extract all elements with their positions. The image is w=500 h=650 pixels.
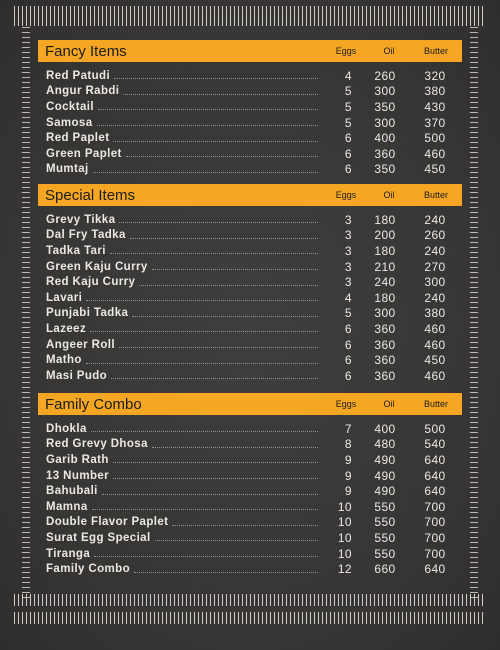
section-header [38, 393, 462, 415]
butter-price: 700 [424, 499, 446, 514]
column-header-butter: Butter [423, 399, 448, 409]
menu-item-row [38, 421, 462, 437]
menu-item-name-cell [38, 354, 324, 366]
menu-item-name: Green Kaju Curry [46, 260, 148, 273]
butter-price: 500 [424, 131, 446, 146]
menu-item-name-cell [38, 85, 324, 97]
menu-item-row [38, 561, 462, 577]
oil-price: 360 [374, 353, 396, 368]
dotted-leader [94, 556, 318, 557]
eggs-price: 3 [344, 259, 352, 274]
menu-item-name: Masi Pudo [46, 369, 108, 382]
dotted-leader [90, 331, 318, 332]
column-header-oil: Oil [383, 46, 395, 56]
oil-price: 360 [374, 321, 396, 336]
menu-item-name-cell [38, 532, 324, 544]
oil-price: 180 [374, 243, 396, 258]
oil-price: 550 [374, 499, 396, 514]
dotted-leader [86, 363, 318, 364]
section-fancy-items [38, 40, 462, 177]
section-family-combo [38, 393, 462, 577]
dotted-leader [126, 156, 318, 157]
menu-item-name: Matho [46, 354, 82, 367]
butter-price: 300 [424, 275, 446, 290]
menu-item-name: Surat Egg Special [46, 531, 151, 544]
eggs-price: 10 [337, 515, 352, 530]
butter-price: 460 [424, 146, 446, 161]
menu-item-name: Angur Rabdi [46, 85, 120, 98]
menu-item-name-cell [38, 70, 324, 82]
menu-item-row [38, 68, 462, 84]
oil-price: 550 [374, 546, 396, 561]
oil-price: 180 [374, 212, 396, 227]
menu-item-name-cell [38, 563, 324, 575]
menu-item-name: Tiranga [46, 547, 91, 560]
dotted-leader [113, 141, 318, 142]
butter-price: 700 [424, 546, 446, 561]
menu-item-name-cell [38, 229, 324, 241]
dotted-leader [91, 431, 318, 432]
eggs-price: 9 [344, 452, 352, 467]
dotted-leader [119, 347, 318, 348]
oil-price: 260 [374, 68, 396, 83]
oil-price: 200 [374, 228, 396, 243]
menu-item-row [38, 468, 462, 484]
eggs-price: 12 [337, 562, 352, 577]
menu-item-row [38, 274, 462, 290]
eggs-price: 10 [337, 530, 352, 545]
butter-price: 240 [424, 290, 446, 305]
menu-item-name-cell [38, 117, 324, 129]
oil-price: 660 [374, 562, 396, 577]
butter-price: 640 [424, 452, 446, 467]
menu-item-row [38, 321, 462, 337]
eggs-price: 4 [344, 290, 352, 305]
menu-item-name: Family Combo [46, 563, 131, 576]
menu-item-row [38, 228, 462, 244]
menu-item-row [38, 452, 462, 468]
menu-item-name: Mumtaj [46, 163, 89, 176]
dotted-leader [102, 494, 318, 495]
dotted-leader [152, 447, 318, 448]
column-header-eggs: Eggs [335, 190, 357, 200]
dotted-leader [111, 378, 318, 379]
butter-price: 240 [424, 243, 446, 258]
menu-item-row [38, 115, 462, 131]
menu-item-name: Dal Fry Tadka [46, 229, 126, 242]
column-header-butter: Butter [423, 190, 448, 200]
oil-price: 240 [374, 275, 396, 290]
butter-price: 640 [424, 562, 446, 577]
oil-price: 360 [374, 368, 396, 383]
butter-price: 430 [424, 99, 446, 114]
menu-item-name: Angeer Roll [46, 338, 115, 351]
menu-item-name-cell [38, 423, 324, 435]
menu-item-name-cell [38, 470, 324, 482]
column-header-oil: Oil [383, 190, 395, 200]
eggs-price: 3 [344, 228, 352, 243]
menu-item-name-cell [38, 245, 324, 257]
oil-price: 300 [374, 84, 396, 99]
dotted-leader [113, 478, 318, 479]
oil-price: 180 [374, 290, 396, 305]
menu-item-name: Red Patudi [46, 69, 111, 82]
oil-price: 550 [374, 530, 396, 545]
butter-price: 640 [424, 468, 446, 483]
butter-price: 450 [424, 353, 446, 368]
dotted-leader [134, 572, 318, 573]
menu-item-name-cell [38, 132, 324, 144]
menu-item-name-cell [38, 548, 324, 560]
butter-price: 700 [424, 530, 446, 545]
oil-price: 490 [374, 452, 396, 467]
menu-item-name-cell [38, 438, 324, 450]
dotted-leader [97, 125, 318, 126]
menu-item-row [38, 146, 462, 162]
menu-item-row [38, 437, 462, 453]
dotted-leader [130, 238, 318, 239]
oil-price: 350 [374, 99, 396, 114]
menu-item-row [38, 212, 462, 228]
menu-item-name: Lavari [46, 291, 83, 304]
dotted-leader [92, 509, 318, 510]
top-fringe-border [14, 6, 486, 26]
oil-price: 300 [374, 115, 396, 130]
dotted-leader [155, 540, 318, 541]
menu-item-list [38, 421, 462, 577]
menu-item-name-cell [38, 339, 324, 351]
section-title: Fancy Items [45, 42, 127, 60]
menu-item-name-cell [38, 485, 324, 497]
dotted-leader [172, 525, 318, 526]
oil-price: 400 [374, 131, 396, 146]
menu-item-row [38, 243, 462, 259]
butter-price: 260 [424, 228, 446, 243]
butter-price: 380 [424, 306, 446, 321]
butter-price: 240 [424, 212, 446, 227]
dotted-leader [98, 109, 318, 110]
column-header-butter: Butter [423, 46, 448, 56]
dotted-leader [114, 78, 318, 79]
menu-item-name: Lazeez [46, 322, 87, 335]
butter-price: 380 [424, 84, 446, 99]
section-header [38, 40, 462, 62]
eggs-price: 6 [344, 146, 352, 161]
eggs-price: 3 [344, 243, 352, 258]
eggs-price: 10 [337, 499, 352, 514]
menu-item-row [38, 162, 462, 178]
menu-item-row [38, 306, 462, 322]
menu-item-row [38, 99, 462, 115]
column-header-eggs: Eggs [335, 46, 357, 56]
butter-price: 540 [424, 437, 446, 452]
bottom-fringe-border-2 [14, 612, 486, 624]
oil-price: 350 [374, 162, 396, 177]
bottom-fringe-border [14, 594, 486, 606]
dotted-leader [139, 285, 318, 286]
column-header-eggs: Eggs [335, 399, 357, 409]
section-title: Special Items [45, 186, 136, 204]
menu-item-name-cell [38, 454, 324, 466]
dotted-leader [86, 300, 318, 301]
menu-item-row [38, 290, 462, 306]
menu-item-name-cell [38, 323, 324, 335]
eggs-price: 3 [344, 275, 352, 290]
menu-item-row [38, 483, 462, 499]
eggs-price: 3 [344, 212, 352, 227]
butter-price: 460 [424, 321, 446, 336]
menu-item-name-cell [38, 101, 324, 113]
dotted-leader [132, 316, 318, 317]
butter-price: 450 [424, 162, 446, 177]
menu-item-name-cell [38, 214, 324, 226]
dotted-leader [123, 94, 318, 95]
menu-item-name: Grevy Tikka [46, 213, 116, 226]
menu-item-name: Green Paplet [46, 147, 122, 160]
menu-item-row [38, 499, 462, 515]
menu-item-row [38, 84, 462, 100]
eggs-price: 6 [344, 162, 352, 177]
menu-item-row [38, 352, 462, 368]
eggs-price: 10 [337, 546, 352, 561]
eggs-price: 5 [344, 115, 352, 130]
eggs-price: 5 [344, 99, 352, 114]
menu-item-name-cell [38, 370, 324, 382]
section-special-items [38, 184, 462, 384]
menu-item-row [38, 259, 462, 275]
menu-item-name: Bahubali [46, 485, 98, 498]
eggs-price: 5 [344, 84, 352, 99]
oil-price: 400 [374, 421, 396, 436]
menu-item-name: 13 Number [46, 469, 110, 482]
butter-price: 320 [424, 68, 446, 83]
menu-item-list [38, 68, 462, 177]
section-header [38, 184, 462, 206]
left-stitch-border [22, 26, 30, 598]
menu-item-name: Red Grevy Dhosa [46, 438, 148, 451]
butter-price: 460 [424, 337, 446, 352]
menu-item-name-cell [38, 148, 324, 160]
section-title: Family Combo [45, 395, 142, 413]
eggs-price: 4 [344, 68, 352, 83]
menu-item-name: Mamna [46, 500, 88, 513]
menu-item-name: Red Paplet [46, 132, 110, 145]
menu-item-name-cell [38, 276, 324, 288]
oil-price: 360 [374, 146, 396, 161]
menu-item-name-cell [38, 292, 324, 304]
eggs-price: 6 [344, 131, 352, 146]
eggs-price: 8 [344, 437, 352, 452]
menu-item-name: Dhokla [46, 422, 87, 435]
dotted-leader [119, 222, 318, 223]
menu-item-name: Samosa [46, 116, 93, 129]
menu-item-row [38, 530, 462, 546]
eggs-price: 9 [344, 468, 352, 483]
menu-item-name: Tadka Tari [46, 244, 106, 257]
butter-price: 500 [424, 421, 446, 436]
menu-item-row [38, 546, 462, 562]
dotted-leader [152, 269, 318, 270]
dotted-leader [93, 172, 318, 173]
butter-price: 460 [424, 368, 446, 383]
menu-item-name-cell [38, 501, 324, 513]
menu-item-name: Cocktail [46, 100, 94, 113]
eggs-price: 6 [344, 337, 352, 352]
menu-item-name-cell [38, 307, 324, 319]
oil-price: 550 [374, 515, 396, 530]
menu-item-name: Punjabi Tadka [46, 307, 129, 320]
menu-item-row [38, 337, 462, 353]
eggs-price: 6 [344, 321, 352, 336]
column-header-oil: Oil [383, 399, 395, 409]
menu-item-name: Garib Rath [46, 453, 109, 466]
menu-item-name-cell [38, 261, 324, 273]
eggs-price: 5 [344, 306, 352, 321]
menu-item-name-cell [38, 163, 324, 175]
menu-item-name: Double Flavor Paplet [46, 516, 169, 529]
menu-item-name-cell [38, 516, 324, 528]
menu-item-row [38, 130, 462, 146]
right-stitch-border [470, 26, 478, 598]
oil-price: 300 [374, 306, 396, 321]
oil-price: 360 [374, 337, 396, 352]
oil-price: 480 [374, 437, 396, 452]
eggs-price: 6 [344, 353, 352, 368]
dotted-leader [113, 462, 318, 463]
eggs-price: 6 [344, 368, 352, 383]
butter-price: 270 [424, 259, 446, 274]
eggs-price: 9 [344, 484, 352, 499]
menu-item-name: Red Kaju Curry [46, 276, 136, 289]
butter-price: 370 [424, 115, 446, 130]
butter-price: 640 [424, 484, 446, 499]
butter-price: 700 [424, 515, 446, 530]
oil-price: 490 [374, 468, 396, 483]
oil-price: 210 [374, 259, 396, 274]
dotted-leader [110, 253, 318, 254]
menu-item-row [38, 368, 462, 384]
eggs-price: 7 [344, 421, 352, 436]
menu-item-list [38, 212, 462, 384]
menu-item-row [38, 515, 462, 531]
oil-price: 490 [374, 484, 396, 499]
